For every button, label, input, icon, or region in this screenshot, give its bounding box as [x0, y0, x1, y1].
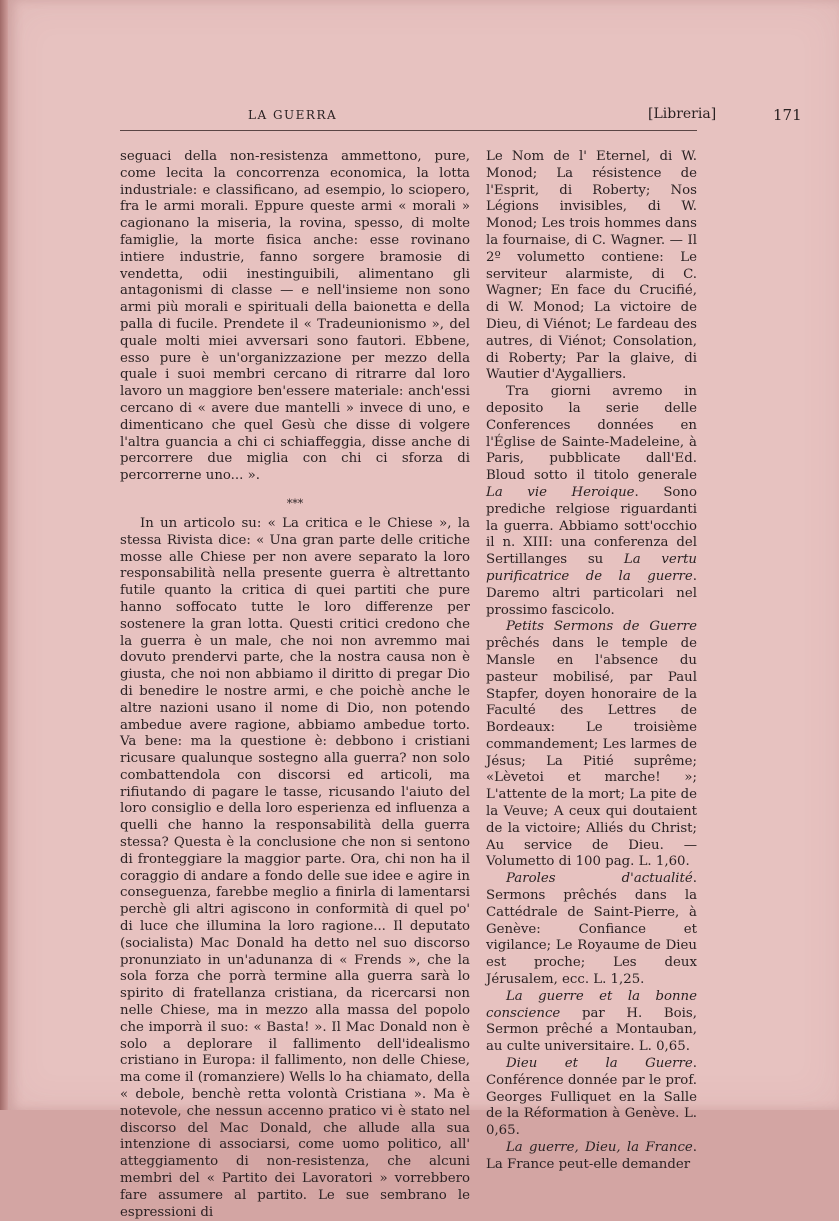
running-title: LA GUERRA	[248, 108, 338, 122]
paragraph: Le Nom de l' Eternel, di W. Monod; La résistence de l'Esprit, di Roberty; Nos Légions invisibles, di W. Monod; Les trois hommes dans la fournaise, di C. Wagner. — Il 2º volumetto contiene: Le serviteur alarmiste, di C. Wagner; En face du Crucifié, di W. Monod; La victoire de Dieu, di Viénot; Le fardeau des autres, di Viénot; Consolation, di Roberty; Par la glaive, di Wautier d'Aygalliers.	[486, 149, 697, 383]
paragraph: Tra giorni avremo in deposito la serie delle Conferences données en l'Église de Sainte-Madeleine, à Paris, pubblicate dall'Ed. Bloud sotto il titolo generale La vie Heroique. Sono prediche relgiose riguardanti la guerra. Abbiamo sott'occhio il n. XIII: una conferenza del Sertillanges su La vertu purificatrice de la guerre. Daremo altri particolari nel prossimo fascicolo.	[486, 384, 697, 618]
section-separator	[120, 485, 470, 516]
book-title: La vie Heroique	[486, 484, 635, 500]
left-column	[120, 149, 470, 1221]
paragraph: In un articolo su: « La critica e le Chiese », la stessa Rivista dice: « Una gran parte delle critiche mosse alle Chiese per non avere separato la loro responsabilità nella presente guerra è altrettanto futile quanto la critica di quei partiti che pure hanno soffocato tutte le loro differenze per sostenere la gran lotta. Questi critici credono che la guerra è un male, che noi non avremmo mai dovuto prendervi parte, che la nostra causa non è giusta, che noi non abbiamo il diritto di pregar Dio di benedire le nostre armi, e che poichè anche le altre nazioni usano il nome di Dio, non potendo ambedue avere ragione, abbiamo ambedue torto. Va bene: ma la questione è: debbono i cristiani ricusare qualunque sostegno alla guerra? non solo combattendola con discorsi ed articoli, ma rifiutando di pagare le tasse, ricusando l'aiuto del loro consiglio e della loro esperienza ed influenza a quelli che hanno la responsabilità della guerra stessa? Questa è la conclusione che non si sentono di fronteggiare la maggior parte. Ora, chi non ha il coraggio di andare a fondo delle sue idee e agire in conseguenza, farebbe meglio a finirla di lamentarsi perchè gli altri agiscono in conformità di quel po' di luce che illumina la loro ragione... Il deputato (socialista) Mac Donald ha detto nel suo discorso pronunziato in un'adunanza di « Frends », che la sola forza che porrà termine alla guerra sarà lo spirito di fratellanza cristiana, da ricercarsi non nelle Chiese, ma in mezzo alla massa del popolo che imporrà il suo: « Basta! ». Il Mac Donald non è solo a deplorare il fallimento dell'idealismo cristiano in Europa: il fallimento, non delle Chiese, ma come il (romanziere) Wells lo ha chiamato, della « debole, benchè retta volontà Cristiana ». Ma è notevole, che nessun accenno pratico vi è stato nel discorso del Mac Donald, che allude alla sua intenzione di associarsi, come uomo politico, all' atteggiamento di non-resistenza, che alcuni membri del « Partito dei Lavoratori » vorrebbero fare assumere al partito. Le sue sembrano le espressioni di	[120, 515, 470, 1220]
book-title: La guerre, Dieu, la France	[505, 1140, 693, 1156]
paragraph: La guerre, Dieu, la France. La France peut-elle demander	[486, 1140, 697, 1172]
book-title: Paroles d'actualité	[505, 871, 693, 887]
book-title: Dieu et la Guerre	[505, 1056, 693, 1072]
paragraph: Dieu et la Guerre. Conférence donnée par le prof. Georges Fulliquet en la Salle de la Réformation à Genève. L. 0,65.	[486, 1056, 697, 1139]
header-rule	[120, 130, 697, 131]
section-tag: [Libreria]	[648, 106, 717, 122]
page-header	[118, 104, 802, 128]
page-number: 171	[773, 106, 802, 124]
page-edge	[0, 0, 8, 1110]
paragraph: La guerre et la bonne conscience par H. Bois, Sermon prêché a Montauban, au culte universitaire. L. 0,65.	[486, 988, 697, 1055]
book-title: La vertu purificatrice de la guerre	[486, 552, 697, 584]
book-title: Petits Sermons de Guerre	[505, 619, 697, 635]
book-title: La guerre et la bonne conscience	[486, 988, 697, 1021]
right-column	[486, 149, 697, 1174]
paragraph: Petits Sermons de Guerre prêchés dans le temple de Mansle en l'absence du pasteur mobilisé, par Paul Stapfer, doyen honoraire de la Faculté des Lettres de Bordeaux: Le troisième commandement; Les larmes de Jésus; La Pitié suprême; «Lèvetoi et marche! »; L'attente de la mort; La pite de la Veuve; A ceux qui doutaient de la victoire; Alliés du Christ; Au service de Dieu. — Volumetto di 100 pag. L. 1,60.	[486, 619, 697, 870]
separator-glyph: ***	[286, 496, 304, 510]
paragraph: seguaci della non-resistenza ammettono, pure, come lecita la concorrenza economica, la lotta industriale: e classificano, ad esempio, lo sciopero, fra le armi morali. Eppure queste armi « morali » cagionano la miseria, la rovina, spesso, di molte famiglie, la morte fisica anche: esse rovinano intiere industrie, fanno sorgere bramosie di vendetta, odii inestinguibili, alimentano gli antagonismi di classe — e nell'insieme non sono armi più morali e spirituali della baionetta e della palla di fucile. Prendete il « Tradeunionismo », del quale molti miei avversari sono fautori. Ebbene, esso pure è un'organizzazione per mezzo della quale i suoi membri cercano di ritrarre dal loro lavoro un maggiore ben'essere materiale: anch'essi cercano di « avere due mantelli » invece di uno, e dimenticano che quel Gesù che disse di volgere l'altra guancia a chi ci schiaffeggia, disse anche di percorrere due miglia con chi ci sforza di percorrerne uno... ».	[120, 149, 470, 484]
paragraph: Paroles d'actualité. Sermons prêchés dans la Cattédrale de Saint-Pierre, à Genève: Confiance et vigilance; Le Royaume de Dieu est proche; Les deux Jérusalem, ecc. L. 1,25.	[486, 871, 697, 988]
